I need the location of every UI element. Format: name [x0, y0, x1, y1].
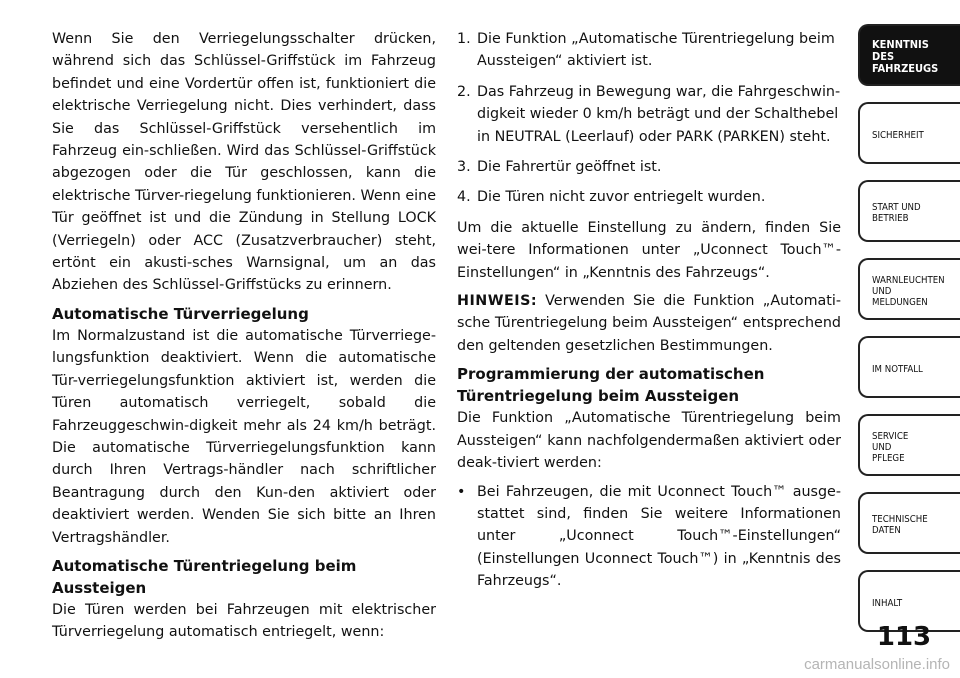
programming-paragraph: Die Funktion „Automatische Türentriegelung beim Aussteigen“ kann nachfolgendermaßen aktiviert oder deak-tiviert werden: — [457, 410, 841, 472]
tab-sicherheit[interactable] — [858, 102, 960, 164]
tab-technische-daten[interactable] — [858, 492, 960, 554]
tab-label: INHALT — [872, 597, 903, 609]
tab-label: WARNLEUCHTEN UND MELDUNGEN — [872, 274, 945, 308]
list-item — [457, 81, 841, 148]
settings-paragraph: Um die aktuelle Einstellung zu ändern, finden Sie wei-tere Informationen unter „Uconnect Touch™-Einstellungen“ in „Kenntnis des Fahrzeugs“. — [457, 219, 841, 281]
list-item-text: Die Türen nicht zuvor entriegelt wurden. — [477, 189, 766, 206]
intro-paragraph: Wenn Sie den Verriegelungsschalter drücken, während sich das Schlüssel-Griffstück im Fahrzeug befindet und eine Vordertür offen ist, funktioniert die elektrische Verriegelung nicht. Dies verhindert, dass Sie das Schlüssel-Griffstück versehentlich im Fahrzeug ein-schließen. Wird das Schlüssel-Griffstück abgezogen oder die Tür geschlossen, kann die elektrische Türver-riegelung funktionieren. Wenn eine Tür geöffnet ist und die Zündung in Stellung LOCK (Verriegeln) oder ACC (Zusatzverbraucher) steht, ertönt ein akusti-sches Warnsignal, um an das Abziehen des Schlüssel-Griffstücks zu erinnern. — [52, 31, 436, 294]
hinweis-label: HINWEIS: — [457, 293, 538, 310]
hinweis-note — [457, 290, 841, 357]
list-item-text: Die Funktion „Automatische Türentriegelung beim Aussteigen“ aktiviert ist. — [477, 31, 835, 70]
chapter-tabs — [858, 24, 960, 632]
heading-auto-lock: Automatische Türverriegelung — [52, 304, 309, 323]
right-column — [457, 28, 841, 593]
list-item-text: Das Fahrzeug in Bewegung war, die Fahrgeschwin-digkeit wieder 0 km/h beträgt und der Schalthebel in NEUTRAL (Leerlauf) oder PARK (PARKEN) steht. — [477, 83, 841, 145]
tab-label: IM NOTFALL — [872, 363, 923, 375]
watermark: carmanualsonline.info — [804, 656, 950, 673]
auto-lock-paragraph: Im Normalzustand ist die automatische Türverriege-lungsfunktion deaktiviert. Wenn die automatische Tür-verriegelungsfunktion aktiviert ist, werden die Türen automatisch verriegelt, sobald die Fahrzeuggeschwin-digkeit mehr als 24 km/h beträgt. Die automatische Türverriegelungsfunktion kann durch Ihren Vertrags-händler nach schriftlicher Beantragung durch den Kun-den aktiviert oder deaktiviert werden. Wenden Sie sich bitte an Ihren Vertragshändler. — [52, 327, 436, 546]
tab-warnleuchten-und-meldungen[interactable] — [858, 258, 960, 320]
tab-im-notfall[interactable] — [858, 336, 960, 398]
bullet-text: Bei Fahrzeugen, die mit Uconnect Touch™ ausge-stattet sind, finden Sie weitere Informationen unter „Uconnect Touch™-Einstellungen“ (Einstellungen Uconnect Touch™) in „Kenntnis des Fahrzeugs“. — [477, 483, 841, 590]
bullet-icon: • — [457, 483, 466, 500]
list-item-number: 2. — [457, 83, 471, 100]
tab-kenntnis-des-fahrzeugs[interactable] — [858, 24, 960, 86]
list-item — [457, 186, 841, 208]
tab-start-und-betrieb[interactable] — [858, 180, 960, 242]
tab-label: SERVICE UND PFLEGE — [872, 430, 909, 464]
heading-programming: Programmierung der automatischen Türentriegelung beim Aussteigen — [457, 365, 765, 406]
tab-label: START UND BETRIEB — [872, 202, 921, 224]
list-item — [457, 28, 841, 73]
hinweis-text: Verwenden Sie die Funktion „Automati-sche Türentriegelung beim Aussteigen“ entsprechend den geltenden gesetzlichen Bestimmungen. — [457, 293, 841, 354]
heading-auto-unlock: Automatische Türentriegelung beim Aussteigen — [52, 556, 357, 597]
left-column — [52, 28, 436, 650]
list-item-number: 1. — [457, 31, 471, 47]
tab-service-und-pflege[interactable] — [858, 414, 960, 476]
tab-label: KENNTNIS DES FAHRZEUGS — [872, 38, 939, 75]
auto-unlock-paragraph: Die Türen werden bei Fahrzeugen mit elektrischer Türverriegelung automatisch entriegelt, wenn: — [52, 601, 436, 641]
list-item-number: 3. — [457, 159, 471, 176]
list-item — [457, 156, 841, 178]
list-item-text: Die Fahrertür geöffnet ist. — [477, 159, 662, 176]
conditions-list — [457, 28, 841, 209]
list-item — [457, 481, 841, 593]
programming-list — [457, 481, 841, 593]
list-item-number: 4. — [457, 189, 471, 206]
tab-label: SICHERHEIT — [872, 129, 924, 141]
page-number: 113 — [876, 622, 932, 652]
tab-label: TECHNISCHE DATEN — [872, 514, 928, 536]
